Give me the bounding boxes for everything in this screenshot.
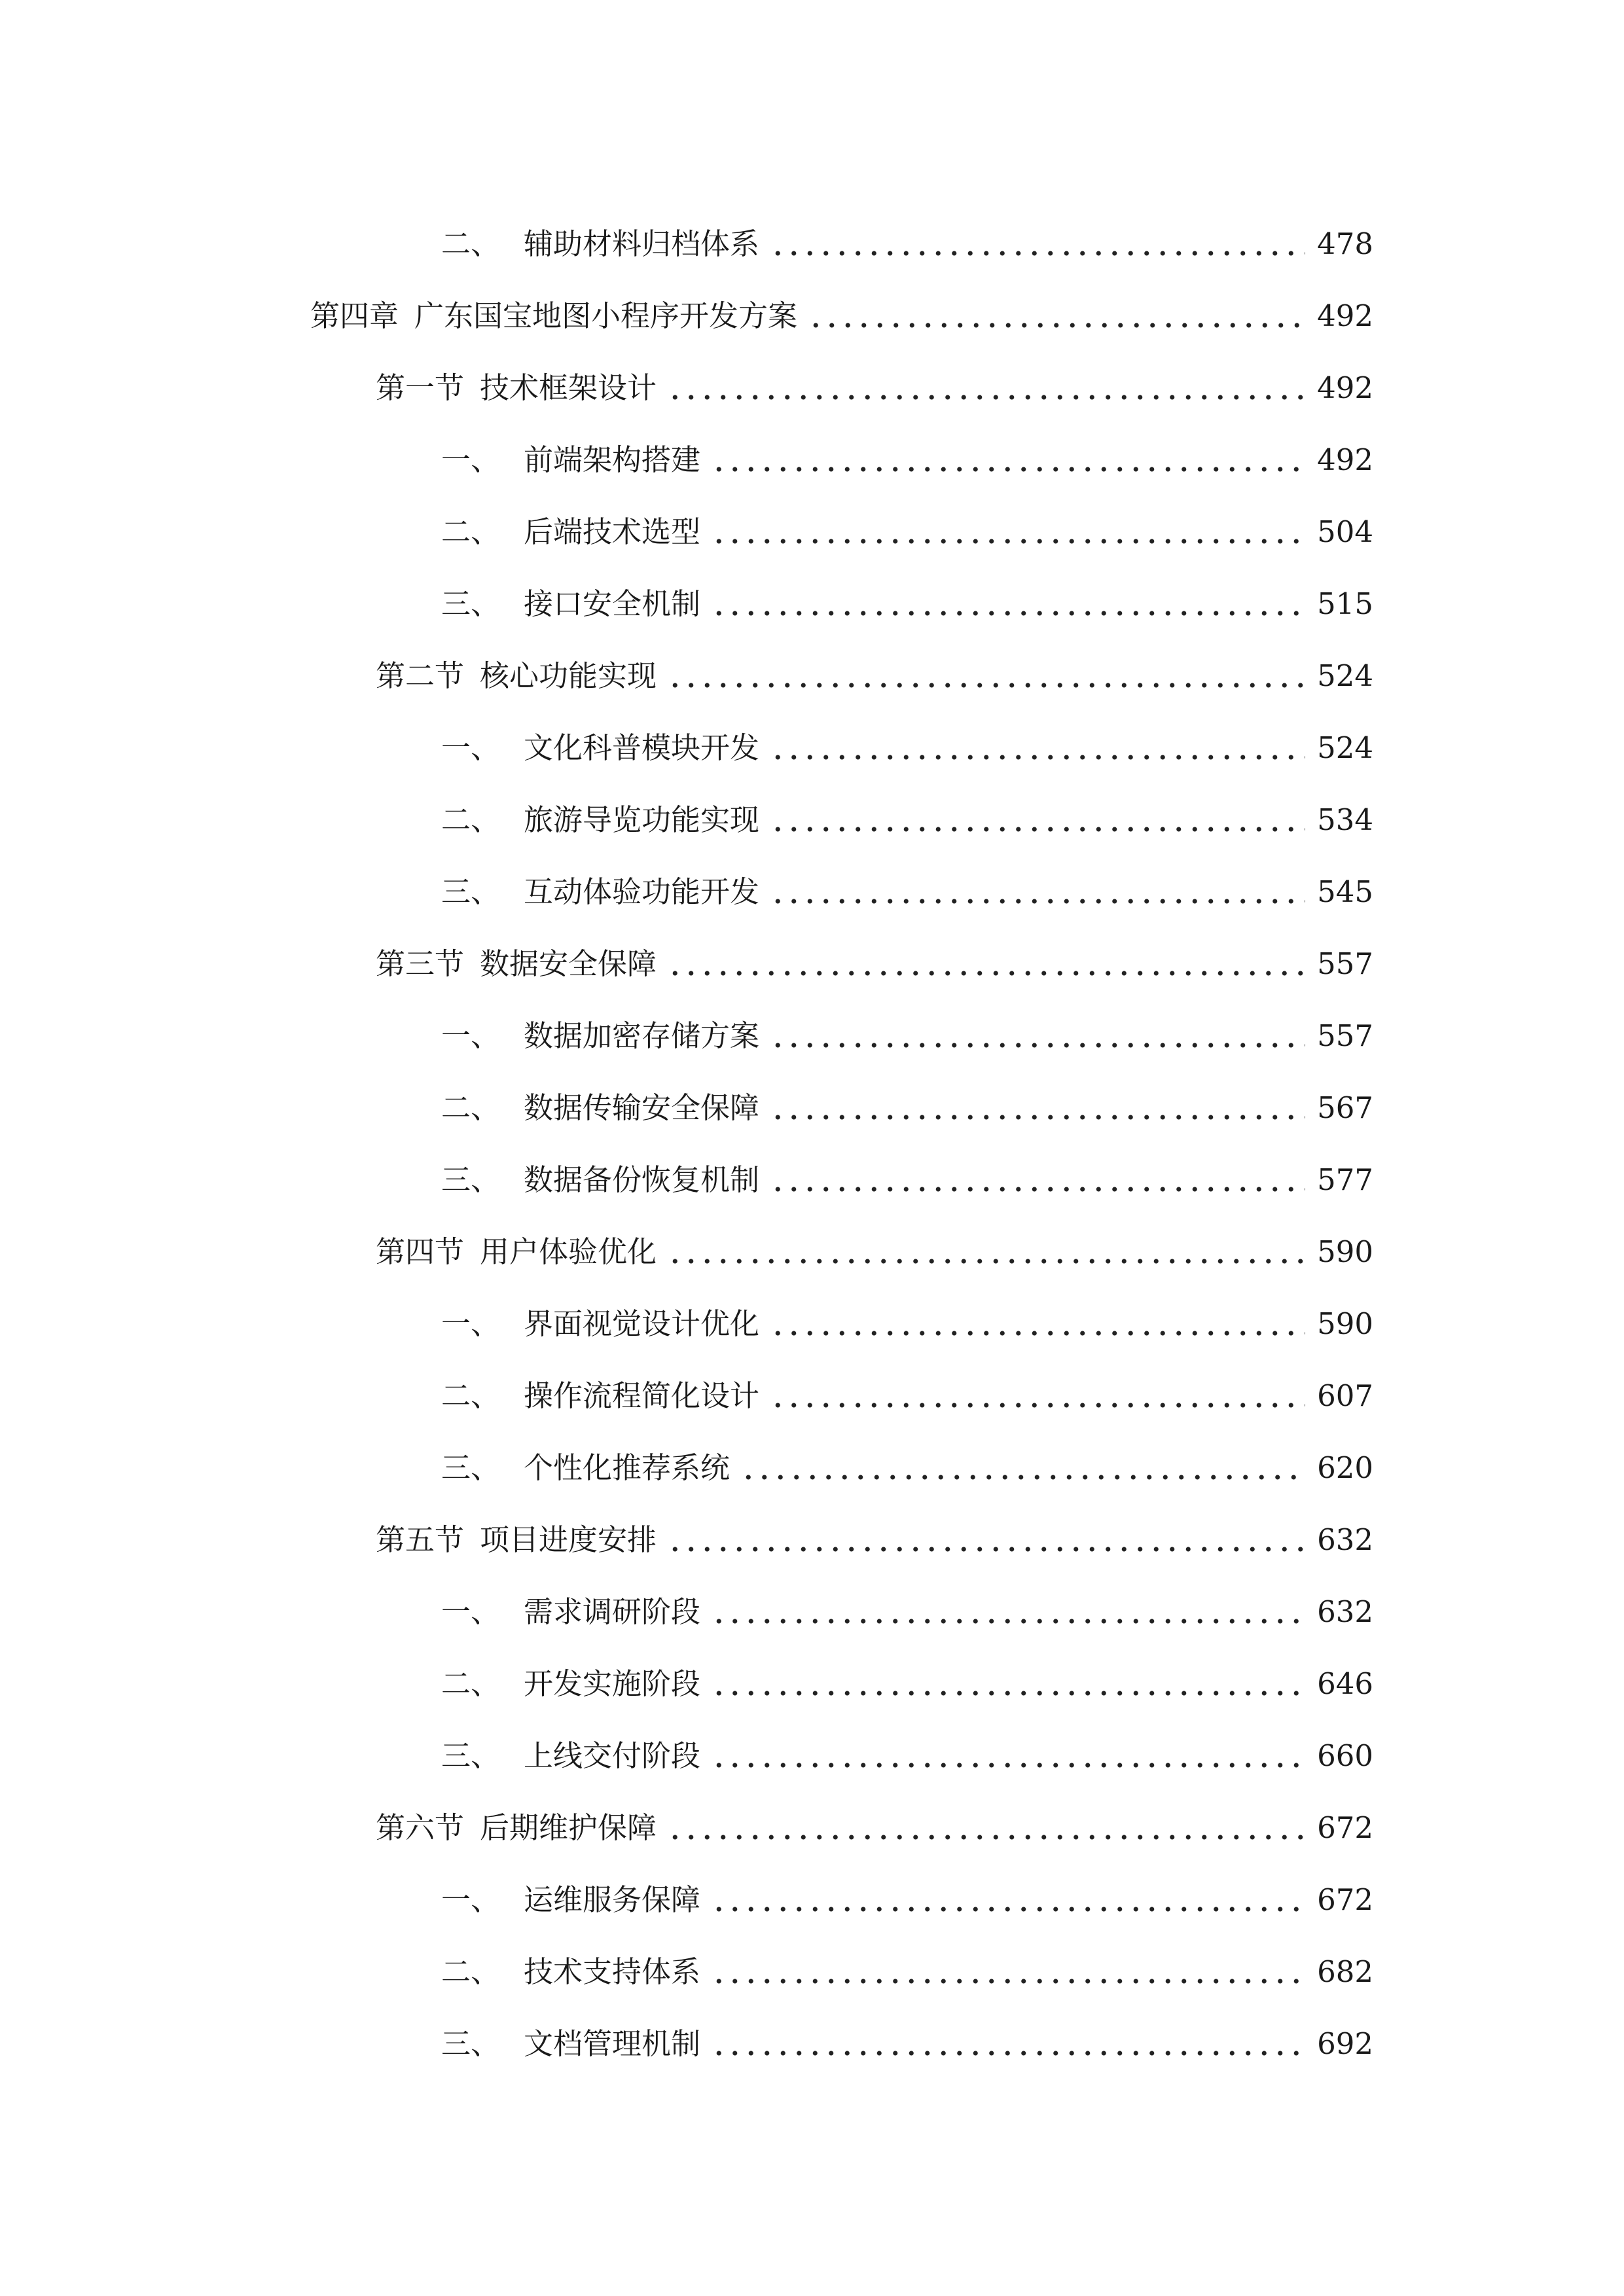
toc-entry-21[interactable] (0, 1648, 1624, 1720)
toc-entry-number: 第三节 (376, 946, 465, 981)
toc-entry-number: 第四节 (376, 1234, 465, 1269)
toc-entry-9[interactable] (0, 784, 1624, 856)
toc-entry-title: 文档管理机制 (524, 2026, 701, 2061)
toc-entry-number: 二、 (441, 802, 501, 837)
toc-entry-number: 一、 (441, 1306, 501, 1341)
dot-leader (667, 1834, 1305, 1840)
table-of-contents (0, 208, 1624, 2080)
toc-entry-13[interactable] (0, 1072, 1624, 1144)
dot-leader (667, 1546, 1305, 1552)
toc-entry-1[interactable] (0, 208, 1624, 280)
toc-entry-title: 界面视觉设计优化 (524, 1306, 760, 1341)
toc-entry-number: 二、 (441, 1378, 501, 1413)
toc-entry-title: 数据备份恢复机制 (524, 1162, 760, 1197)
toc-entry-number: 二、 (441, 514, 501, 549)
dot-leader (770, 1330, 1305, 1336)
toc-entry-23[interactable] (0, 1792, 1624, 1864)
toc-entry-number: 第二节 (376, 658, 465, 693)
toc-entry-number: 三、 (441, 1738, 501, 1773)
toc-entry-page-number: 545 (1317, 874, 1373, 909)
dot-leader (770, 1186, 1305, 1193)
toc-entry-page-number: 534 (1317, 802, 1373, 837)
dot-leader (740, 1474, 1305, 1480)
dot-leader (808, 322, 1305, 329)
dot-leader (711, 466, 1305, 473)
toc-entry-title: 接口安全机制 (524, 586, 701, 621)
toc-entry-4[interactable] (0, 424, 1624, 496)
dot-leader (711, 1690, 1305, 1696)
dot-leader (770, 250, 1305, 257)
dot-leader (711, 1762, 1305, 1768)
toc-entry-title: 广东国宝地图小程序开发方案 (414, 298, 798, 333)
toc-entry-page-number: 492 (1317, 442, 1373, 477)
toc-entry-number: 第四章 (310, 298, 399, 333)
toc-entry-16[interactable] (0, 1288, 1624, 1360)
dot-leader (770, 1042, 1305, 1049)
toc-entry-title: 上线交付阶段 (524, 1738, 701, 1773)
toc-entry-11[interactable] (0, 928, 1624, 1000)
toc-entry-page-number: 632 (1317, 1522, 1373, 1557)
toc-entry-22[interactable] (0, 1720, 1624, 1792)
dot-leader (711, 538, 1305, 545)
toc-entry-page-number: 524 (1317, 658, 1373, 693)
toc-entry-number: 二、 (441, 226, 501, 261)
toc-entry-number: 第六节 (376, 1810, 465, 1845)
toc-entry-page-number: 577 (1317, 1162, 1373, 1197)
toc-entry-title: 操作流程简化设计 (524, 1378, 760, 1413)
dot-leader (711, 1978, 1305, 1984)
toc-entry-14[interactable] (0, 1144, 1624, 1216)
toc-entry-number: 一、 (441, 730, 501, 765)
toc-entry-25[interactable] (0, 1936, 1624, 2008)
toc-entry-3[interactable] (0, 352, 1624, 424)
toc-entry-page-number: 672 (1317, 1882, 1373, 1917)
toc-entry-title: 技术框架设计 (480, 370, 657, 405)
toc-entry-number: 二、 (441, 1954, 501, 1989)
dot-leader (770, 1402, 1305, 1408)
toc-entry-19[interactable] (0, 1504, 1624, 1576)
toc-entry-title: 用户体验优化 (480, 1234, 657, 1269)
toc-entry-number: 第五节 (376, 1522, 465, 1557)
toc-entry-number: 三、 (441, 586, 501, 621)
toc-entry-page-number: 557 (1317, 946, 1373, 981)
dot-leader (770, 826, 1305, 833)
toc-entry-title: 后期维护保障 (480, 1810, 657, 1845)
toc-entry-12[interactable] (0, 1000, 1624, 1072)
toc-entry-number: 三、 (441, 1162, 501, 1197)
toc-entry-18[interactable] (0, 1432, 1624, 1504)
toc-entry-number: 三、 (441, 2026, 501, 2061)
toc-entry-6[interactable] (0, 568, 1624, 640)
toc-entry-page-number: 672 (1317, 1810, 1373, 1845)
toc-entry-page-number: 646 (1317, 1666, 1373, 1701)
toc-entry-number: 一、 (441, 1018, 501, 1053)
toc-entry-page-number: 632 (1317, 1594, 1373, 1629)
toc-entry-title: 核心功能实现 (480, 658, 657, 693)
dot-leader (770, 1114, 1305, 1121)
toc-entry-page-number: 590 (1317, 1234, 1373, 1269)
toc-entry-15[interactable] (0, 1216, 1624, 1288)
toc-entry-26[interactable] (0, 2008, 1624, 2080)
toc-entry-title: 辅助材料归档体系 (524, 226, 760, 261)
toc-entry-number: 一、 (441, 442, 501, 477)
dot-leader (711, 1618, 1305, 1624)
toc-entry-title: 技术支持体系 (524, 1954, 701, 1989)
toc-entry-5[interactable] (0, 496, 1624, 568)
toc-entry-page-number: 682 (1317, 1954, 1373, 1989)
toc-entry-title: 后端技术选型 (524, 514, 701, 549)
toc-entry-number: 一、 (441, 1594, 501, 1629)
dot-leader (770, 898, 1305, 905)
toc-entry-title: 个性化推荐系统 (524, 1450, 731, 1485)
toc-entry-page-number: 492 (1317, 370, 1373, 405)
toc-entry-page-number: 692 (1317, 2026, 1373, 2061)
toc-entry-number: 三、 (441, 874, 501, 909)
toc-entry-10[interactable] (0, 856, 1624, 928)
toc-entry-page-number: 478 (1317, 226, 1373, 261)
toc-entry-page-number: 492 (1317, 298, 1373, 333)
toc-entry-title: 互动体验功能开发 (524, 874, 760, 909)
toc-entry-17[interactable] (0, 1360, 1624, 1432)
dot-leader (667, 1258, 1305, 1265)
toc-entry-number: 二、 (441, 1666, 501, 1701)
toc-entry-title: 数据传输安全保障 (524, 1090, 760, 1125)
toc-entry-number: 一、 (441, 1882, 501, 1917)
toc-entry-24[interactable] (0, 1864, 1624, 1936)
toc-entry-7[interactable] (0, 640, 1624, 712)
dot-leader (667, 970, 1305, 977)
toc-entry-title: 前端架构搭建 (524, 442, 701, 477)
toc-entry-title: 项目进度安排 (480, 1522, 657, 1557)
toc-entry-8[interactable] (0, 712, 1624, 784)
toc-entry-number: 三、 (441, 1450, 501, 1485)
dot-leader (711, 610, 1305, 617)
toc-entry-page-number: 620 (1317, 1450, 1373, 1485)
toc-entry-page-number: 567 (1317, 1090, 1373, 1125)
toc-entry-number: 第一节 (376, 370, 465, 405)
toc-entry-page-number: 660 (1317, 1738, 1373, 1773)
toc-entry-title: 运维服务保障 (524, 1882, 701, 1917)
toc-entry-page-number: 515 (1317, 586, 1373, 621)
toc-entry-title: 开发实施阶段 (524, 1666, 701, 1701)
toc-entry-number: 二、 (441, 1090, 501, 1125)
toc-entry-title: 旅游导览功能实现 (524, 802, 760, 837)
toc-entry-20[interactable] (0, 1576, 1624, 1648)
dot-leader (770, 754, 1305, 761)
dot-leader (711, 1906, 1305, 1912)
toc-entry-title: 数据加密存储方案 (524, 1018, 760, 1053)
toc-entry-2[interactable] (0, 280, 1624, 352)
toc-entry-title: 数据安全保障 (480, 946, 657, 981)
dot-leader (667, 682, 1305, 689)
toc-entry-page-number: 557 (1317, 1018, 1373, 1053)
toc-entry-page-number: 607 (1317, 1378, 1373, 1413)
toc-entry-title: 文化科普模块开发 (524, 730, 760, 765)
toc-entry-page-number: 524 (1317, 730, 1373, 765)
dot-leader (711, 2050, 1305, 2056)
dot-leader (667, 394, 1305, 401)
toc-entry-page-number: 504 (1317, 514, 1373, 549)
toc-entry-page-number: 590 (1317, 1306, 1373, 1341)
toc-entry-title: 需求调研阶段 (524, 1594, 701, 1629)
